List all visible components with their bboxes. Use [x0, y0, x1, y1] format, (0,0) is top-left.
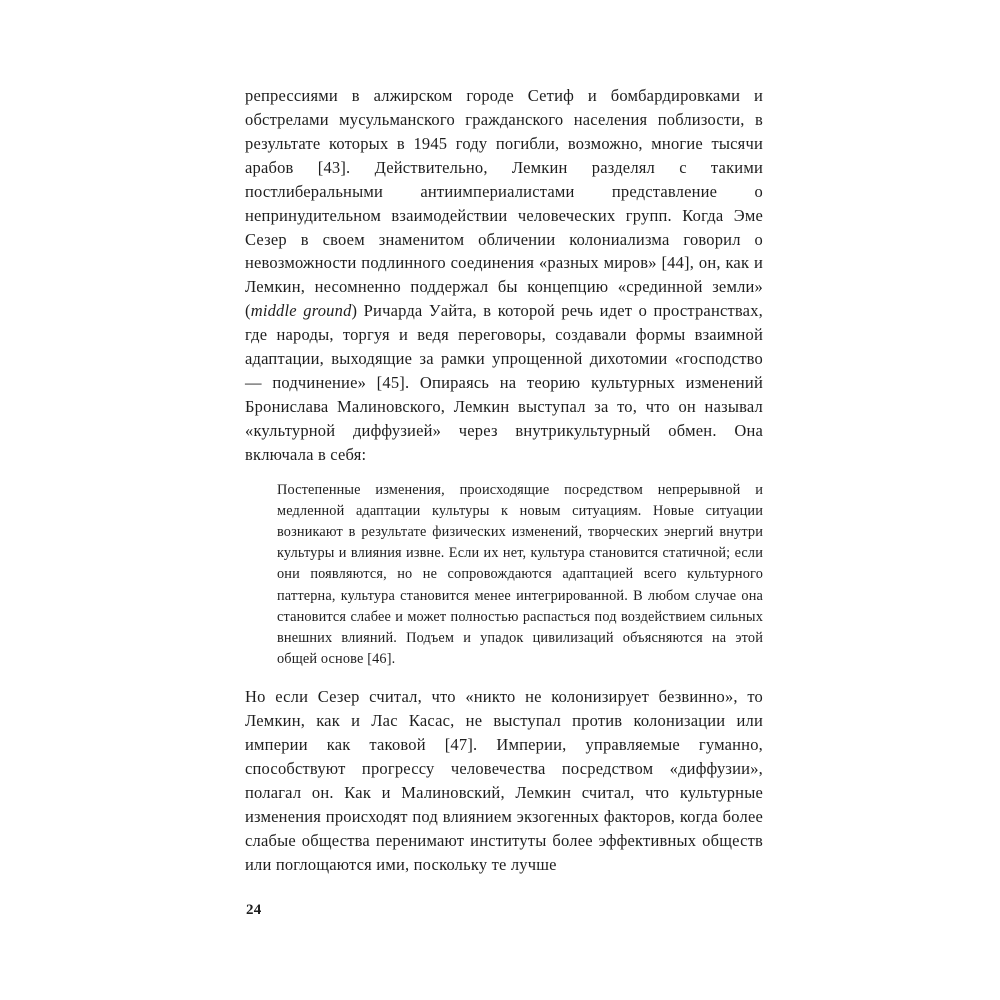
page-number: 24: [246, 902, 262, 918]
paragraph-1-text-end: ) Ричарда Уайта, в которой речь идет о пространствах, где народы, торгуя и ведя переговоры, создавали формы взаимной адаптации, выходящие за рамки упрощенной дихотомии «господство — подчинение» [45]. Опираясь на теорию культурных изменений Бронислава Малиновского, Лемкин выступал за то, что он называл «культурной диффузией» через внутрикультурный обмен. Она включала в себя:: [245, 301, 763, 464]
body-paragraph-2: Но если Сезер считал, что «никто не колонизирует безвинно», то Лемкин, как и Лас Касас, не выступал против колонизации или империи как таковой [47]. Империи, управляемые гуманно, способствуют прогрессу человечества посредством «диффузии», полагал он. Как и Малиновский, Лемкин считал, что культурные изменения происходят под влиянием экзогенных факторов, когда более слабые общества перенимают институты более эффективных обществ или поглощаются ими, поскольку те лучше: [245, 687, 763, 874]
paragraph-1-text-start: репрессиями в алжирском городе Сетиф и бомбардировками и обстрелами мусульманского гражданского населения поблизости, в результате которых в 1945 году погибли, возможно, многие тысячи арабов [43]. Действительно, Лемкин разделял с такими постлиберальными антиимпериалистами представление о непринудительном взаимодействии человеческих групп. Когда Эме Сезер в своем знаменитом обличении колониализма говорил о невозможности подлинного соединения «разных миров» [44], он, как и Лемкин, несомненно поддержал бы концепцию «срединной земли» (: [245, 86, 763, 321]
body-paragraph-1: [245, 84, 763, 467]
block-quote: Постепенные изменения, происходящие посредством непрерывной и медленной адаптации культуры к новым ситуациям. Новые ситуации возникают в результате физических изменений, творческих энергий внутри культуры и влияния извне. Если их нет, культура становится статичной; если они появляются, но не сопровождаются адаптацией всего культурного паттерна, культура становится менее интегрированной. В любом случае она становится слабее и может полностью распасться под воздействием сильных внешних влияний. Подъем и упадок цивилизаций объясняются на этой общей основе [46].: [277, 481, 763, 667]
main-text-block: [245, 84, 763, 877]
italic-term-middle-ground: middle ground: [250, 301, 352, 321]
